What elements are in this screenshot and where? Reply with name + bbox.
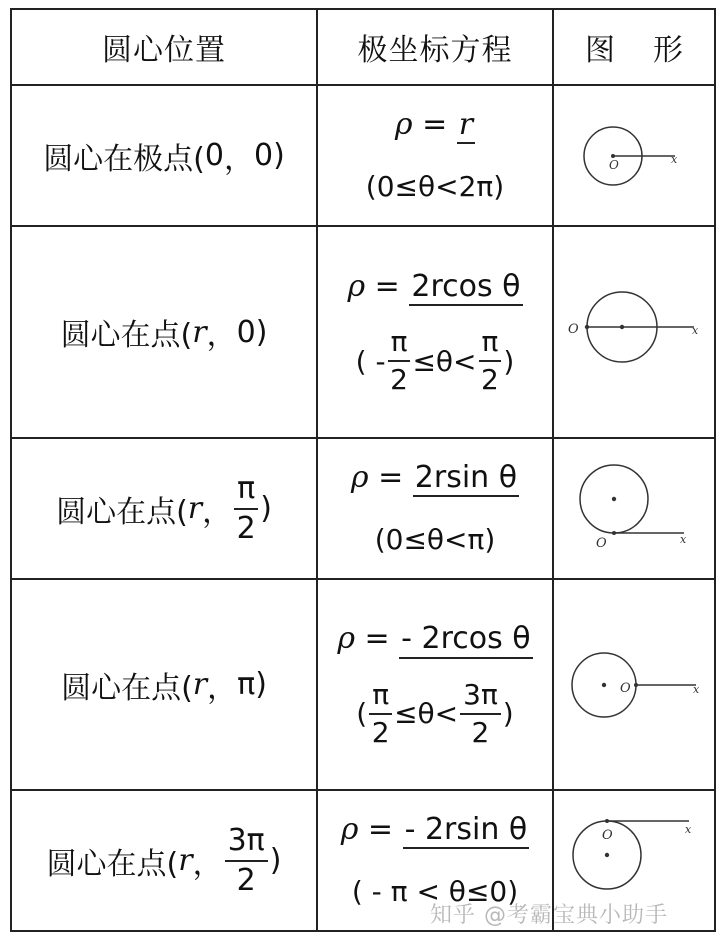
circle-center-r-3pi2-figure <box>569 811 699 911</box>
origin-label: O <box>568 322 579 337</box>
center-position-cell: 圆心在点( r ， $\frac{\pi}{2}$ ) <box>11 438 317 579</box>
table-row <box>11 438 715 579</box>
theta-range: (0≤θ<2π) <box>365 170 505 204</box>
figure-cell <box>553 226 715 438</box>
center-position-cell: 圆心在点( r ， 0 ) <box>11 226 317 438</box>
theta-range: (0≤θ<π) <box>374 523 496 557</box>
header-figure: 图 形 <box>553 9 715 85</box>
circle-at-pole-figure <box>579 121 689 191</box>
header-polar-equation: 极坐标方程 <box>317 9 553 85</box>
equation-cell <box>317 226 553 438</box>
figure-cell <box>553 438 715 579</box>
x-axis-label: x <box>680 532 687 546</box>
theta-range: ( - $\frac{\pi}{2}$ ≤θ< $\frac{\pi}{2}$ ) <box>355 325 515 397</box>
theta-range: ( - π < θ≤0) <box>351 875 519 909</box>
origin-label: O <box>609 157 619 172</box>
table-row <box>11 85 715 226</box>
header-row <box>11 9 715 85</box>
circle-center-r0-figure <box>564 282 704 382</box>
origin-label: O <box>602 827 613 843</box>
theta-range: ( $\frac{\pi}{2}$ ≤θ< $\frac{3\pi}{2}$ ) <box>356 677 514 749</box>
polar-equation: ρ = 2rcos θ <box>348 270 523 307</box>
table-row <box>11 579 715 790</box>
polar-circle-table <box>10 8 716 932</box>
circle-center-r-pi-figure <box>564 640 704 730</box>
origin-label: O <box>596 535 607 551</box>
table-row <box>11 226 715 438</box>
x-axis-label: x <box>693 682 700 696</box>
equation-cell <box>317 85 553 226</box>
watermark: 知乎 @考霸宝典小助手 <box>430 903 668 928</box>
polar-equation: ρ = - 2rsin θ <box>341 813 530 850</box>
center-position-cell: 圆心在点( r ， $\frac{3\pi}{2}$ ) <box>11 790 317 931</box>
x-axis-label: x <box>692 324 699 337</box>
center-position-cell: 圆心在点( r ， π ) <box>11 579 317 790</box>
circle-center-r-pi2-figure <box>574 459 694 559</box>
equation-cell <box>317 438 553 579</box>
x-axis-label: x <box>685 822 692 836</box>
x-axis-label: x <box>671 152 678 166</box>
center-position-cell: 圆心在极点( 0 ， 0 ) <box>11 85 317 226</box>
origin-label: O <box>620 680 631 696</box>
equation-cell <box>317 579 553 790</box>
figure-cell <box>553 579 715 790</box>
polar-equation: ρ = - 2rcos θ <box>337 622 532 659</box>
figure-cell <box>553 85 715 226</box>
polar-equation: ρ = r <box>395 108 475 145</box>
header-center-position: 圆心位置 <box>11 9 317 85</box>
polar-equation: ρ = 2rsin θ <box>351 461 519 498</box>
